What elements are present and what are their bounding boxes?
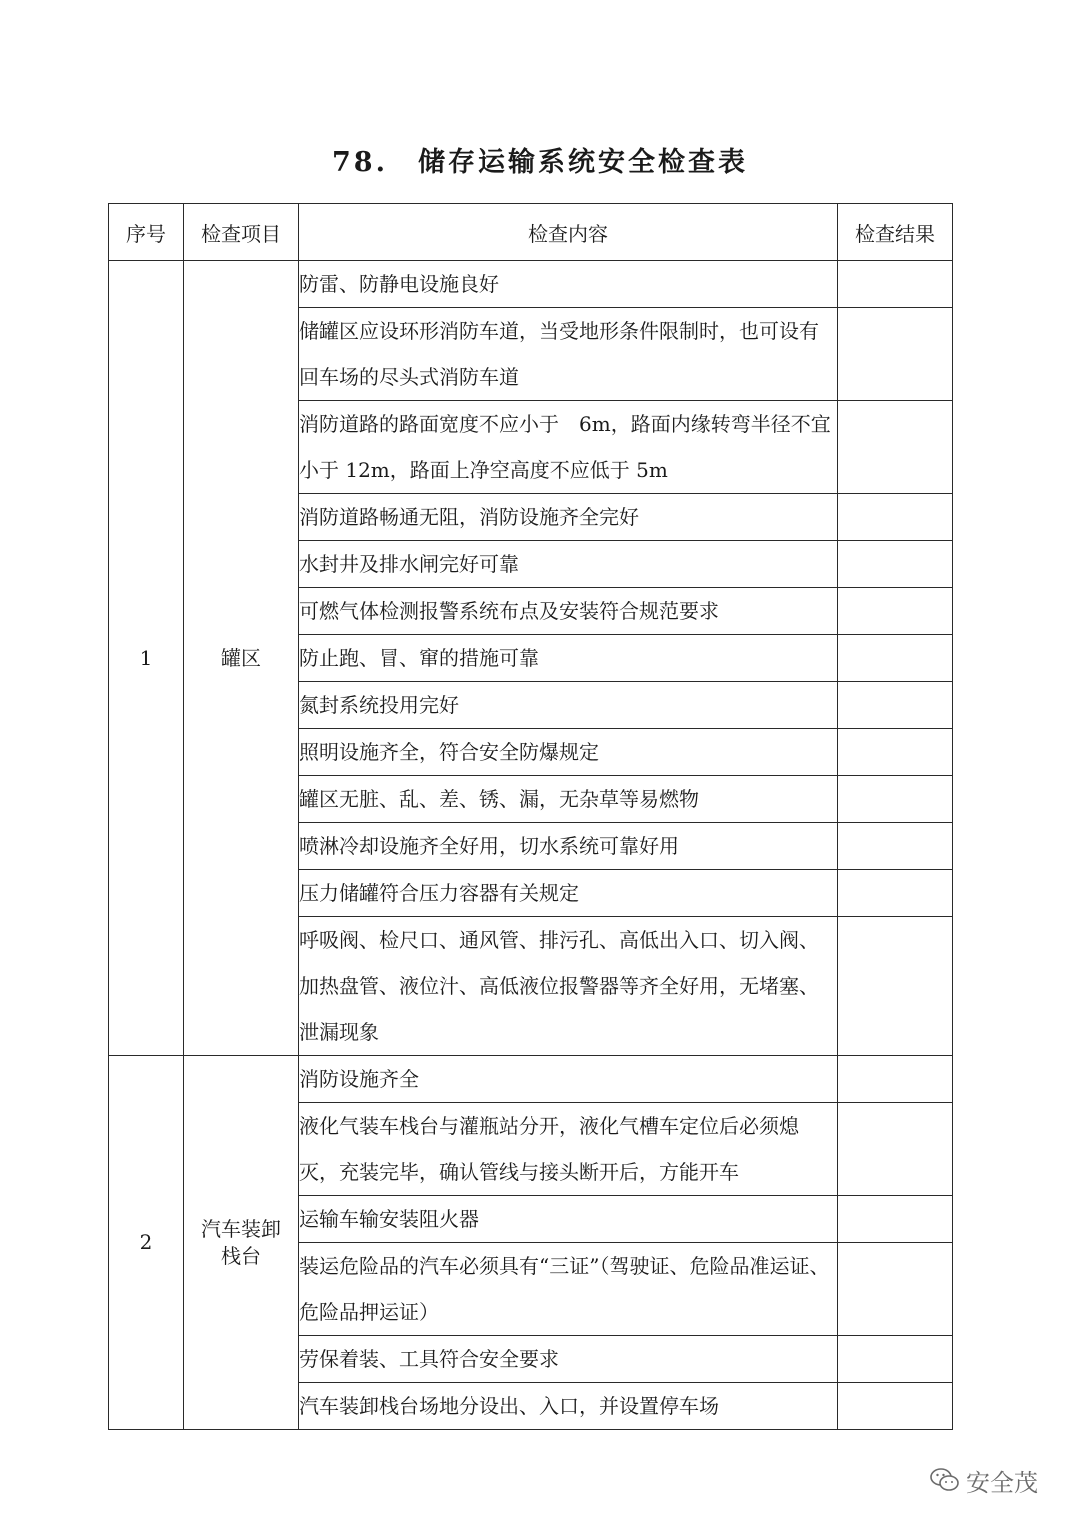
group-item: 罐区 <box>184 261 299 1056</box>
check-content: 喷淋冷却设施齐全好用，切水系统可靠好用 <box>299 823 838 870</box>
check-content: 防止跑、冒、窜的措施可靠 <box>299 635 838 682</box>
header-item: 检查项目 <box>184 204 299 261</box>
check-content: 劳保着装、工具符合安全要求 <box>299 1336 838 1383</box>
watermark <box>930 1460 1038 1500</box>
check-content: 防雷、防静电设施良好 <box>299 261 838 308</box>
header-seq: 序号 <box>109 204 184 261</box>
page-title <box>0 140 1080 179</box>
group-item <box>184 1056 299 1430</box>
check-content: 消防道路畅通无阻，消防设施齐全完好 <box>299 494 838 541</box>
check-content: 呼吸阀、检尺口、通风管、排污孔、高低出入口、切入阀、加热盘管、液位汁、高低液位报警器等齐全好用，无堵塞、泄漏现象 <box>299 917 838 1056</box>
group-item-text: 汽车装卸栈台 <box>201 1216 281 1268</box>
check-result-cell[interactable] <box>838 541 953 588</box>
check-content: 罐区无脏、乱、差、锈、漏，无杂草等易燃物 <box>299 776 838 823</box>
check-content: 水封井及排水闸完好可靠 <box>299 541 838 588</box>
header-result: 检查结果 <box>838 204 953 261</box>
check-content: 装运危险品的汽车必须具有“三证”（驾驶证、危险品准运证、危险品押运证） <box>299 1243 838 1336</box>
title-number: 78. <box>332 147 388 178</box>
check-content: 汽车装卸栈台场地分设出、入口，并设置停车场 <box>299 1383 838 1430</box>
check-content: 消防道路的路面宽度不应小于 6m，路面内缘转弯半径不宜小于 12m，路面上净空高度不应低于 5m <box>299 401 838 494</box>
check-result-cell[interactable] <box>838 917 953 1056</box>
group-seq: 1 <box>109 261 184 1056</box>
check-result-cell[interactable] <box>838 1196 953 1243</box>
header-row <box>109 204 953 261</box>
table-row <box>109 261 953 308</box>
check-result-cell[interactable] <box>838 1056 953 1103</box>
header-content: 检查内容 <box>299 204 838 261</box>
check-content: 照明设施齐全，符合安全防爆规定 <box>299 729 838 776</box>
check-result-cell[interactable] <box>838 776 953 823</box>
check-result-cell[interactable] <box>838 308 953 401</box>
check-content: 可燃气体检测报警系统布点及安装符合规范要求 <box>299 588 838 635</box>
table-row <box>109 1056 953 1103</box>
check-result-cell[interactable] <box>838 823 953 870</box>
title-text: 储存运输系统安全检查表 <box>417 147 748 178</box>
group-seq: 2 <box>109 1056 184 1430</box>
wechat-icon <box>930 1467 960 1493</box>
check-result-cell[interactable] <box>838 261 953 308</box>
check-result-cell[interactable] <box>838 682 953 729</box>
check-result-cell[interactable] <box>838 494 953 541</box>
check-content: 氮封系统投用完好 <box>299 682 838 729</box>
checklist-table <box>108 203 953 1430</box>
check-result-cell[interactable] <box>838 401 953 494</box>
check-result-cell[interactable] <box>838 1243 953 1336</box>
check-result-cell[interactable] <box>838 1383 953 1430</box>
check-result-cell[interactable] <box>838 1336 953 1383</box>
check-content: 压力储罐符合压力容器有关规定 <box>299 870 838 917</box>
check-result-cell[interactable] <box>838 729 953 776</box>
check-result-cell[interactable] <box>838 870 953 917</box>
check-content: 运输车输安装阻火器 <box>299 1196 838 1243</box>
check-result-cell[interactable] <box>838 635 953 682</box>
check-content: 液化气装车栈台与灌瓶站分开，液化气槽车定位后必须熄灭，充装完毕，确认管线与接头断开后，方能开车 <box>299 1103 838 1196</box>
watermark-text: 安全茂 <box>966 1468 1038 1497</box>
check-result-cell[interactable] <box>838 1103 953 1196</box>
check-content: 储罐区应设环形消防车道，当受地形条件限制时，也可设有回车场的尽头式消防车道 <box>299 308 838 401</box>
check-content: 消防设施齐全 <box>299 1056 838 1103</box>
check-result-cell[interactable] <box>838 588 953 635</box>
